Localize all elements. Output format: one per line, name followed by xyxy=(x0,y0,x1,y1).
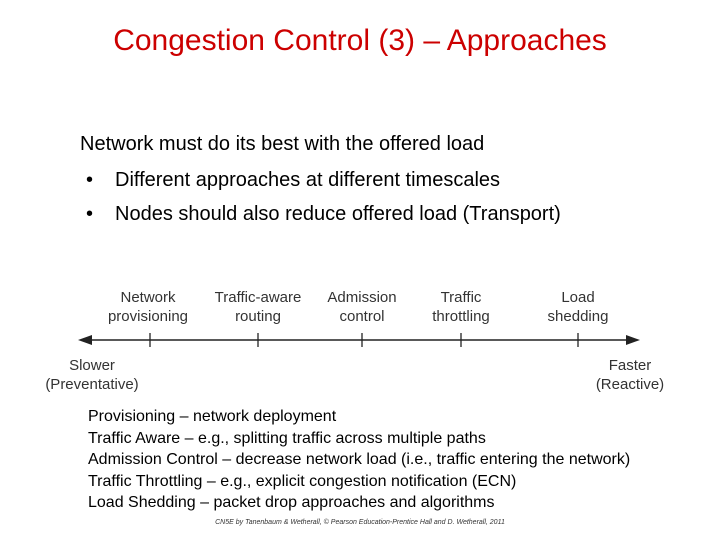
definitions-list xyxy=(88,406,630,514)
intro-text: Network must do its best with the offered load xyxy=(80,133,485,155)
bullet-dot-icon: • xyxy=(86,169,94,191)
bullet-text: Different approaches at different timescales xyxy=(115,169,501,191)
approach-label: Admission xyxy=(327,289,397,306)
bullet-dot-icon: • xyxy=(86,203,94,225)
approach-label: provisioning xyxy=(107,308,189,325)
right-arrow-icon xyxy=(626,335,640,345)
definition-item: Load Shedding – packet drop approaches and algorithms xyxy=(88,494,495,511)
approach-label: Traffic-aware xyxy=(214,289,302,306)
copyright-footer: CN5E by Tanenbaum & Wetherall, © Pearson Education-Prentice Hall and D. Wetherall, 2011 xyxy=(215,519,505,526)
preventative-label: (Preventative) xyxy=(45,376,139,393)
approach-label: routing xyxy=(235,308,281,325)
approach-label: throttling xyxy=(432,308,490,325)
definition-item: Provisioning – network deployment xyxy=(88,408,337,425)
slide-title: Congestion Control (3) – Approaches xyxy=(113,24,607,57)
approach-label: Traffic xyxy=(440,289,482,306)
definition-item: Traffic Aware – e.g., splitting traffic across multiple paths xyxy=(88,429,486,447)
approach-label: control xyxy=(339,308,385,325)
timescale-diagram xyxy=(0,280,720,400)
reactive-label: (Reactive) xyxy=(595,376,665,393)
approach-label: shedding xyxy=(547,308,609,325)
left-arrow-icon xyxy=(78,335,92,345)
approach-label: Network xyxy=(120,289,176,306)
approach-label: Load xyxy=(561,289,595,306)
definition-item: Traffic Throttling – e.g., explicit congestion notification (ECN) xyxy=(88,472,517,490)
slower-label: Slower xyxy=(69,357,115,374)
faster-label: Faster xyxy=(608,357,652,374)
definition-item: Admission Control – decrease network load (i.e., traffic entering the network) xyxy=(88,451,631,468)
bullet-text: Nodes should also reduce offered load (Transport) xyxy=(115,203,561,225)
